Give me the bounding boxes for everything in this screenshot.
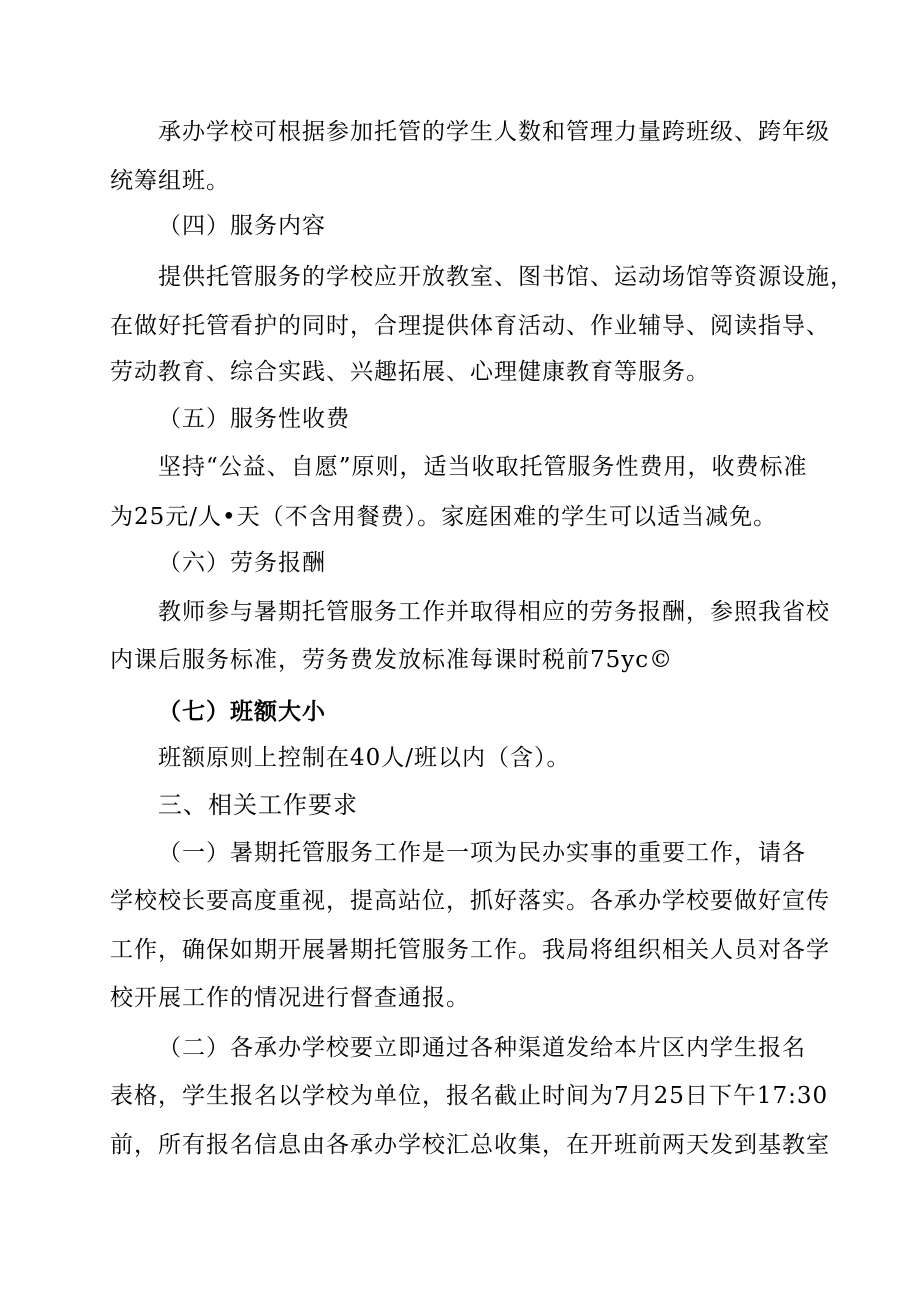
paragraph-line: 提供托管服务的学校应开放教室、图书馆、运动场馆等资源设施， [158, 264, 854, 290]
section-heading: （六）劳务报酬 [158, 550, 326, 576]
paragraph-line: 在做好托管看护的同时，合理提供体育活动、作业辅导、阅读指导、 [110, 313, 830, 339]
chapter-heading: 三、相关工作要求 [158, 791, 358, 819]
paragraph-line: 劳动教育、综合实践、兴趣拓展、心理健康教育等服务。 [110, 359, 710, 385]
paragraph-line: （二）各承办学校要立即通过各种渠道发给本片区内学生报名 [158, 1035, 806, 1061]
paragraph-line: 教师参与暑期托管服务工作并取得相应的劳务报酬，参照我省校 [158, 599, 830, 625]
paragraph-line: （一）暑期托管服务工作是一项为民办实事的重要工作，请各 [158, 840, 806, 866]
paragraph-line: 表格，学生报名以学校为单位，报名截止时间为7月25日下午17:30 [110, 1083, 829, 1109]
paragraph-line: 校开展工作的情况进行督查通报。 [110, 985, 470, 1011]
paragraph-line: 统筹组班。 [110, 168, 230, 194]
paragraph-line: 学校校长要高度重视，提高站位，抓好落实。各承办学校要做好宣传 [110, 888, 830, 914]
paragraph-line: 内课后服务标准，劳务费发放标准每课时税前75yc© [110, 647, 674, 673]
paragraph-line: 工作，确保如期开展暑期托管服务工作。我局将组织相关人员对各学 [110, 937, 830, 963]
section-heading: （七）班额大小 [158, 698, 326, 725]
section-heading: （四）服务内容 [158, 213, 326, 239]
paragraph-line: 前，所有报名信息由各承办学校汇总收集，在开班前两天发到基教室 [110, 1132, 830, 1158]
paragraph-line: 班额原则上控制在40人/班以内（含）。 [158, 745, 571, 771]
paragraph-line: 承办学校可根据参加托管的学生人数和管理力量跨班级、跨年级 [158, 119, 830, 145]
paragraph-line: 为25元/人•天（不含用餐费）。家庭困难的学生可以适当减免。 [110, 504, 778, 530]
section-heading: （五）服务性收费 [158, 406, 350, 432]
paragraph-line: 坚持“公益、自愿”原则，适当收取托管服务性费用，收费标准 [158, 454, 808, 480]
